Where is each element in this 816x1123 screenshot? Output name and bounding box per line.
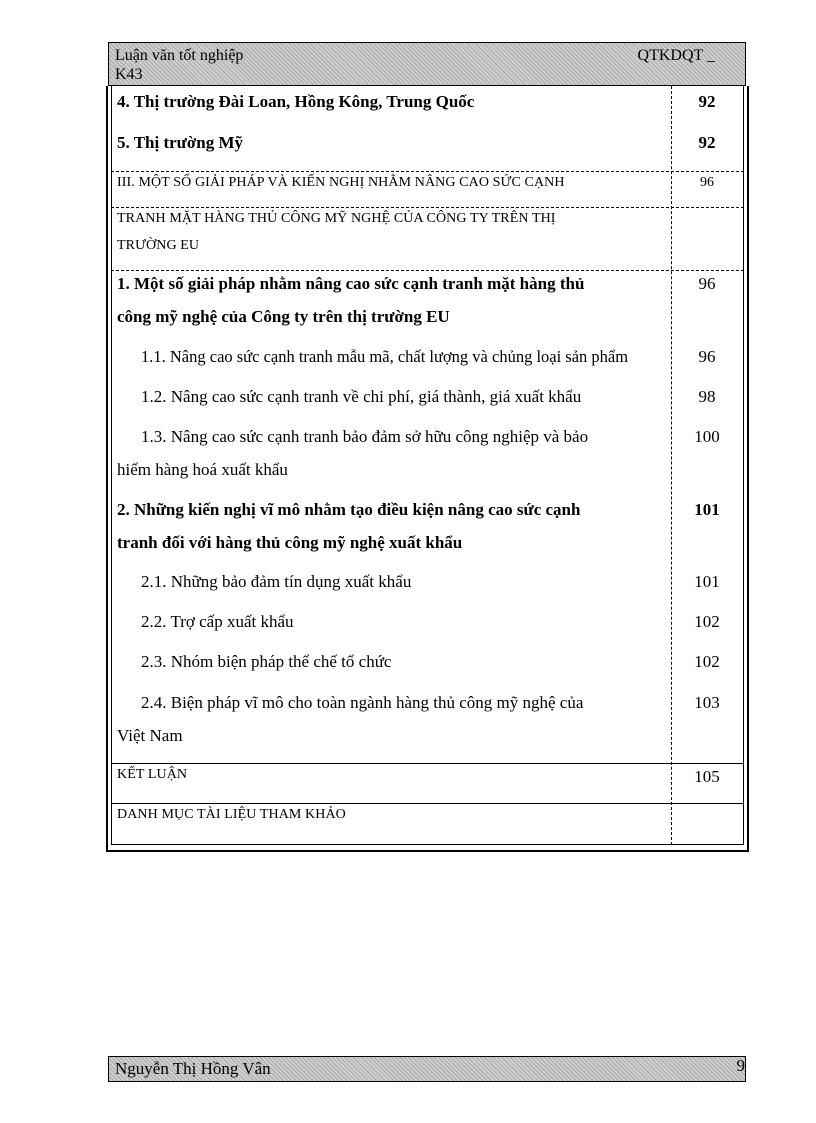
toc-entry-references: DANH MỤC TÀI LIỆU THAM KHẢO bbox=[117, 807, 346, 822]
toc-entry-1-3-cont: hiểm hàng hoá xuất khẩu bbox=[117, 460, 288, 479]
toc-entry-1-3: 1.3. Nâng cao sức cạnh tranh bảo đảm sở hữu công nghiệp và bảo bbox=[141, 427, 589, 446]
toc-entry-1-1: 1.1. Nâng cao sức cạnh tranh mẫu mã, chất lượng và chủng loại sản phẩm bbox=[141, 347, 629, 366]
toc-page-number: 101 bbox=[694, 572, 720, 591]
toc-page-number: 96 bbox=[698, 274, 716, 293]
header-class-label: K43 bbox=[115, 66, 143, 83]
toc-page-number: 102 bbox=[694, 612, 720, 631]
row-divider bbox=[111, 763, 744, 764]
toc-entry-2-1: 2.1. Những bảo đảm tín dụng xuất khẩu bbox=[141, 572, 412, 591]
toc-entry-solutions-cont: công mỹ nghệ của Công ty trên thị trường EU bbox=[117, 307, 450, 326]
header-program-label: QTKDQT _ bbox=[637, 47, 715, 64]
row-divider bbox=[111, 171, 744, 172]
toc-entry-2-2: 2.2. Trợ cấp xuất khẩu bbox=[141, 612, 294, 631]
page-header bbox=[108, 42, 746, 86]
footer-page-number: 9 bbox=[736, 1056, 745, 1075]
toc-entry-market-us: 5. Thị trường Mỹ bbox=[117, 133, 244, 152]
toc-page-number: 100 bbox=[694, 427, 720, 446]
toc-entry-solutions: 1. Một số giải pháp nhằm nâng cao sức cạnh tranh mặt hàng thủ bbox=[117, 274, 585, 293]
page-footer bbox=[108, 1056, 746, 1082]
row-divider bbox=[111, 207, 744, 208]
toc-page-number: 92 bbox=[698, 133, 716, 152]
toc-entry-2-4: 2.4. Biện pháp vĩ mô cho toàn ngành hàng thủ công mỹ nghệ của bbox=[141, 693, 584, 712]
header-thesis-label: Luận văn tốt nghiệp bbox=[115, 47, 244, 64]
footer-author: Nguyễn Thị Hồng Vân bbox=[115, 1059, 271, 1078]
toc-entry-section-iii-cont: TRANH MẶT HÀNG THỦ CÔNG MỸ NGHỆ CỦA CÔNG TY TRÊN THỊ bbox=[117, 211, 556, 226]
toc-page-number: 101 bbox=[694, 500, 720, 519]
toc-page-number: 103 bbox=[694, 693, 720, 712]
toc-page-number: 105 bbox=[694, 767, 720, 786]
toc-page-number: 98 bbox=[698, 387, 716, 406]
row-divider bbox=[111, 270, 744, 271]
toc-entry-conclusion: KẾT LUẬN bbox=[117, 767, 188, 782]
toc-entry-macro-recommendations-cont: tranh đối với hàng thủ công mỹ nghệ xuất khẩu bbox=[117, 533, 463, 552]
toc-entry-section-iii-cont: TRƯỜNG EU bbox=[117, 238, 200, 253]
toc-entry-market-taiwan-hk-china: 4. Thị trường Đài Loan, Hồng Kông, Trung Quốc bbox=[117, 92, 475, 111]
toc-entry-section-iii: III. MỘT SỐ GIẢI PHÁP VÀ KIẾN NGHỊ NHẰM NÂNG CAO SỨC CẠNH bbox=[117, 175, 565, 190]
toc-page-number: 102 bbox=[694, 652, 720, 671]
toc-column-divider bbox=[671, 86, 672, 845]
toc-entry-2-4-cont: Việt Nam bbox=[117, 726, 183, 745]
toc-entry-1-2: 1.2. Nâng cao sức cạnh tranh về chi phí, giá thành, giá xuất khẩu bbox=[141, 387, 582, 406]
toc-page-number: 96 bbox=[698, 347, 716, 366]
toc-page-number: 96 bbox=[700, 175, 714, 190]
toc-entry-2-3: 2.3. Nhóm biện pháp thể chế tổ chức bbox=[141, 652, 392, 671]
toc-page-number: 92 bbox=[698, 92, 716, 111]
row-divider bbox=[111, 803, 744, 804]
toc-entry-macro-recommendations: 2. Những kiến nghị vĩ mô nhằm tạo điều kiện nâng cao sức cạnh bbox=[117, 500, 581, 519]
